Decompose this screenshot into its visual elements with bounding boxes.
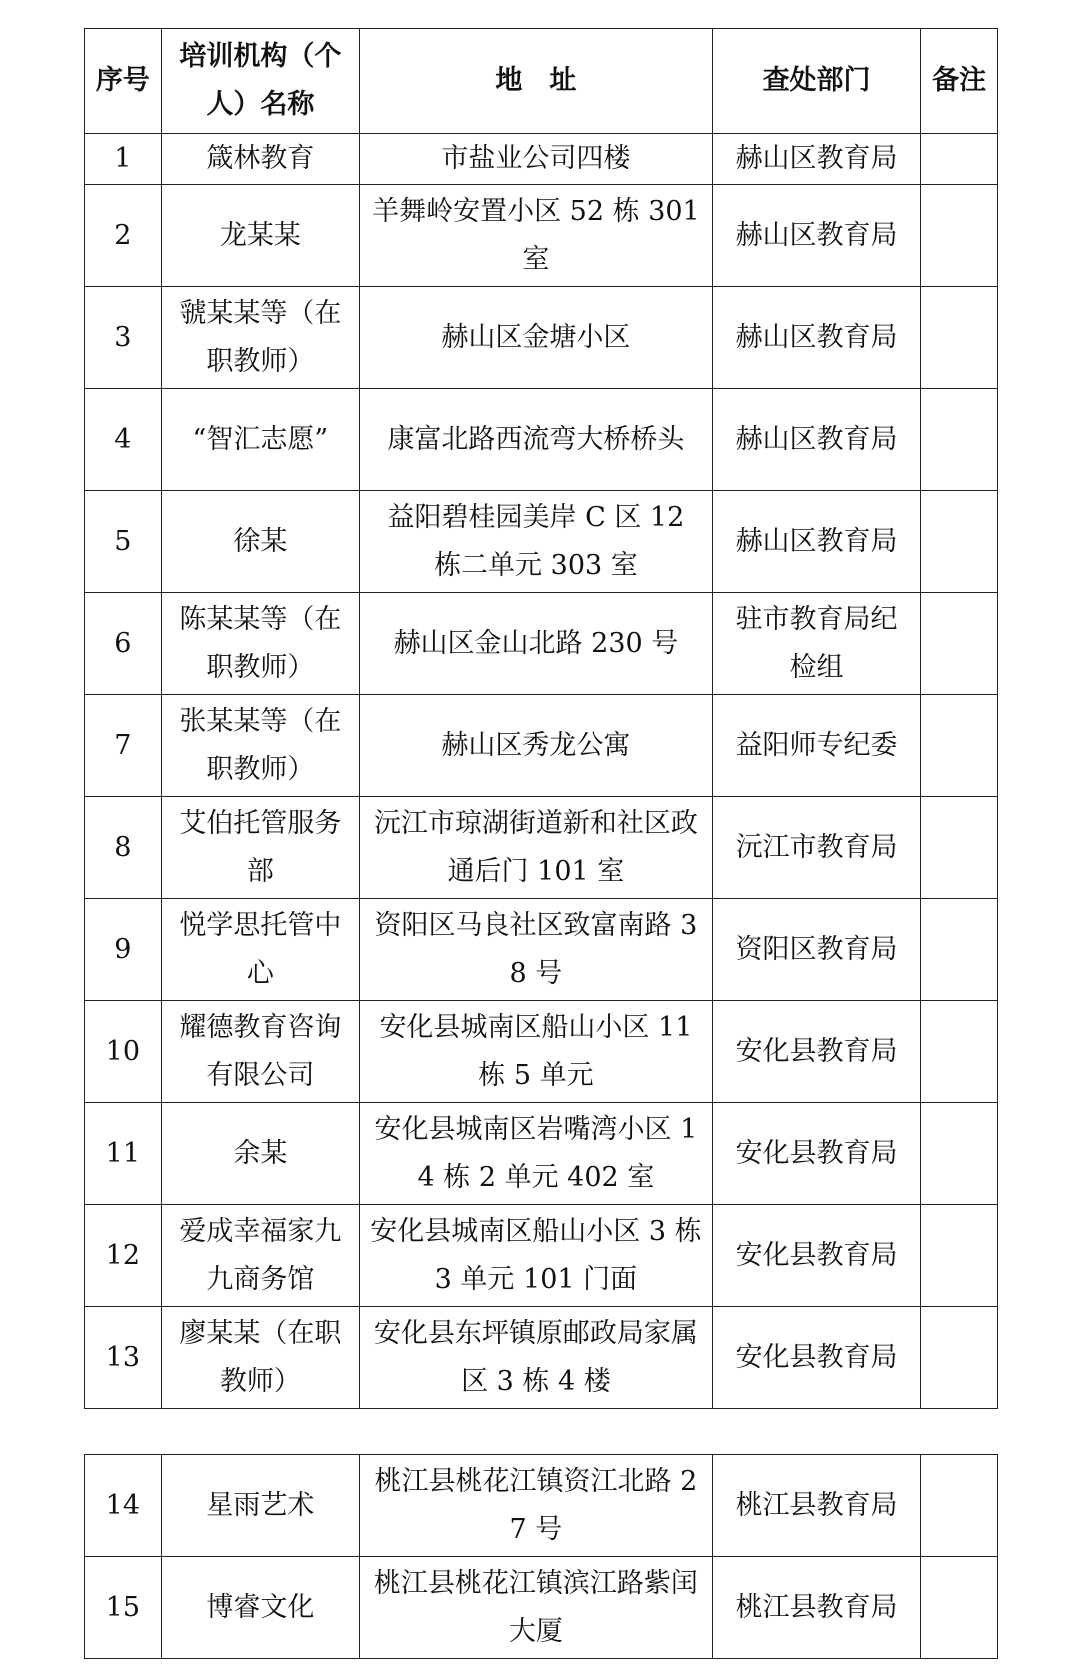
cell-department: 安化县教育局 [712,1103,921,1205]
cell-no: 5 [85,491,162,593]
cell-department: 沅江市教育局 [712,797,921,899]
cell-department: 益阳师专纪委 [712,695,921,797]
cell-no: 1 [85,134,162,185]
header-no: 序号 [85,29,162,134]
cell-note [921,899,998,1001]
cell-no: 7 [85,695,162,797]
cell-department: 赫山区教育局 [712,389,921,491]
cell-name: 艾伯托管服务部 [161,797,359,899]
cell-address: 资阳区马良社区致富南路 38 号 [360,899,713,1001]
header-department: 查处部门 [712,29,921,134]
cell-address: 赫山区金山北路 230 号 [360,593,713,695]
cell-note [921,797,998,899]
cell-name: 龙某某 [161,185,359,287]
cell-no: 2 [85,185,162,287]
cell-no: 4 [85,389,162,491]
cell-address: 益阳碧桂园美岸 C 区 12 栋二单元 303 室 [360,491,713,593]
table-row [85,287,998,389]
table-row [85,185,998,287]
cell-no: 3 [85,287,162,389]
cell-name: 爱成幸福家九九商务馆 [161,1205,359,1307]
cell-name: 徐某 [161,491,359,593]
cell-no: 9 [85,899,162,1001]
cell-department: 驻市教育局纪检组 [712,593,921,695]
cell-address: 赫山区金塘小区 [360,287,713,389]
cell-address: 沅江市琼湖街道新和社区政通后门 101 室 [360,797,713,899]
table-row [85,1103,998,1205]
table-row [85,797,998,899]
cell-note [921,134,998,185]
cell-no: 12 [85,1205,162,1307]
table-row [85,1455,998,1557]
cell-name: 博睿文化 [161,1557,359,1659]
table-row [85,491,998,593]
cell-department: 赫山区教育局 [712,287,921,389]
cell-department: 安化县教育局 [712,1205,921,1307]
cell-note [921,1455,998,1557]
cell-department: 赫山区教育局 [712,185,921,287]
table-row [85,389,998,491]
header-name: 培训机构（个人）名称 [161,29,359,134]
cell-address: 康富北路西流弯大桥桥头 [360,389,713,491]
penalty-table-continued [84,1454,998,1659]
cell-name: “智汇志愿” [161,389,359,491]
table-row [85,134,998,185]
cell-name: 余某 [161,1103,359,1205]
table-row [85,1307,998,1409]
table-row [85,1557,998,1659]
cell-address: 安化县城南区船山小区 3 栋 3 单元 101 门面 [360,1205,713,1307]
cell-no: 6 [85,593,162,695]
cell-note [921,593,998,695]
cell-note [921,491,998,593]
cell-note [921,1307,998,1409]
cell-address: 桃江县桃花江镇资江北路 27 号 [360,1455,713,1557]
cell-note [921,389,998,491]
cell-no: 8 [85,797,162,899]
header-address: 地 址 [360,29,713,134]
header-note: 备注 [921,29,998,134]
cell-address: 安化县东坪镇原邮政局家属区 3 栋 4 楼 [360,1307,713,1409]
cell-name: 陈某某等（在职教师） [161,593,359,695]
cell-name: 耀德教育咨询有限公司 [161,1001,359,1103]
cell-address: 安化县城南区岩嘴湾小区 14 栋 2 单元 402 室 [360,1103,713,1205]
cell-department: 桃江县教育局 [712,1455,921,1557]
cell-note [921,695,998,797]
cell-address: 市盐业公司四楼 [360,134,713,185]
table-row [85,1001,998,1103]
cell-note [921,1557,998,1659]
cell-name: 虢某某等（在职教师） [161,287,359,389]
cell-department: 安化县教育局 [712,1001,921,1103]
header-row [85,29,998,134]
cell-note [921,185,998,287]
cell-name: 悦学思托管中心 [161,899,359,1001]
cell-address: 桃江县桃花江镇滨江路紫闰大厦 [360,1557,713,1659]
table-row [85,695,998,797]
cell-note [921,1001,998,1103]
cell-department: 资阳区教育局 [712,899,921,1001]
cell-department: 桃江县教育局 [712,1557,921,1659]
penalty-table [84,28,998,1409]
cell-address: 安化县城南区船山小区 11 栋 5 单元 [360,1001,713,1103]
cell-note [921,287,998,389]
cell-department: 赫山区教育局 [712,134,921,185]
cell-no: 13 [85,1307,162,1409]
cell-no: 11 [85,1103,162,1205]
cell-note [921,1205,998,1307]
cell-name: 张某某等（在职教师） [161,695,359,797]
table-row [85,899,998,1001]
cell-note [921,1103,998,1205]
cell-department: 安化县教育局 [712,1307,921,1409]
cell-name: 廖某某（在职教师） [161,1307,359,1409]
cell-department: 赫山区教育局 [712,491,921,593]
cell-no: 15 [85,1557,162,1659]
table-row [85,593,998,695]
cell-name: 箴林教育 [161,134,359,185]
cell-name: 星雨艺术 [161,1455,359,1557]
table-row [85,1205,998,1307]
cell-no: 10 [85,1001,162,1103]
cell-no: 14 [85,1455,162,1557]
cell-address: 羊舞岭安置小区 52 栋 301 室 [360,185,713,287]
cell-address: 赫山区秀龙公寓 [360,695,713,797]
